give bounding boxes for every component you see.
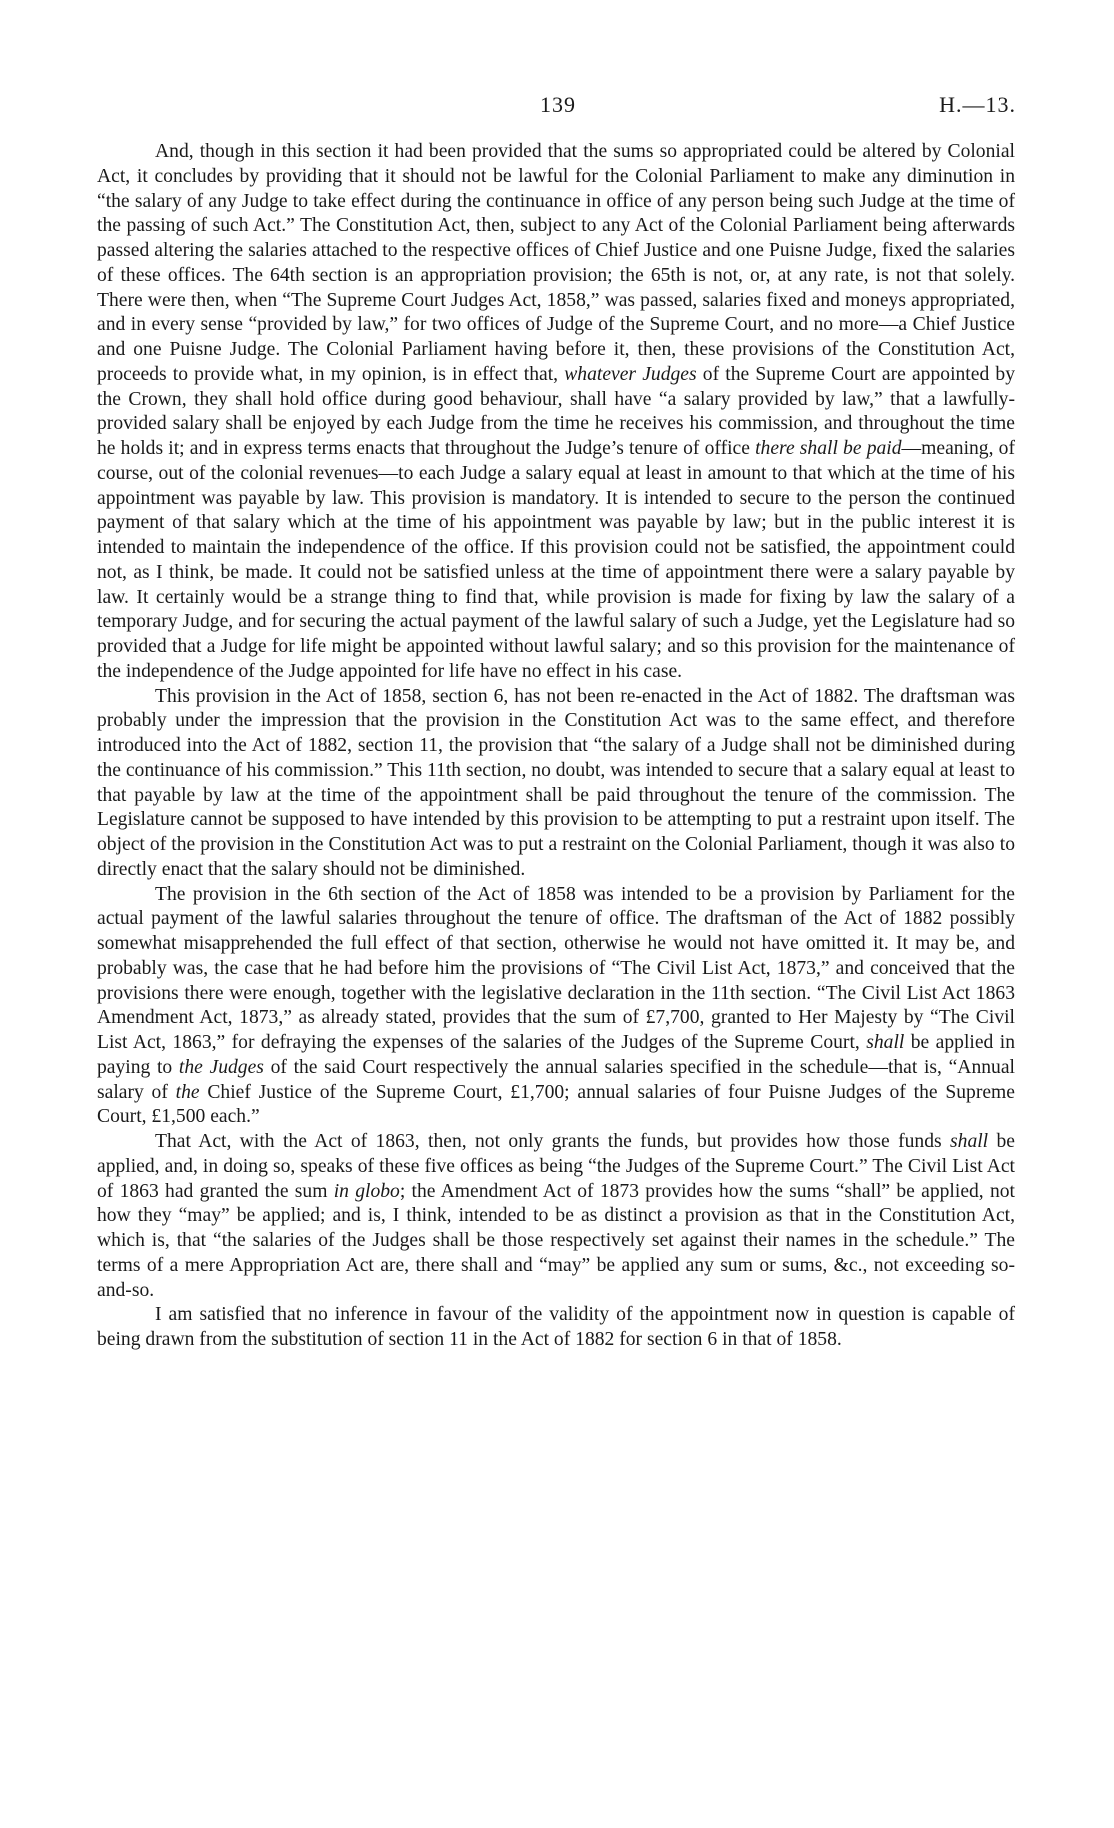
page-number: 139 (540, 92, 576, 117)
italic-text-run: the Judges (178, 1056, 264, 1078)
text-run: be applied in paying to (97, 1032, 1016, 1078)
text-run: The provision in the 6th section of the Act of 1858 was intended to be a provision by Parliament for the actual payment of the lawful salaries throughout the tenure of office. The draftsman of the Act of 1882 possibly somewhat misapprehended the full effect of that section, otherwise he would not have omitted it. It may be, and probably was, the case that he had before him the provisions of “The Civil List Act, 1873,” and conceived that the provisions there were enough, together with the legislative declaration in the 11th section. “The Civil List Act 1863 Amendment Act, 1873,” as already stated, provides that the sum of £7,700, granted to Her Majesty by “The Civil List Act, 1863,” for defraying the expenses of the salaries of the Judges of the Supreme Court, (97, 883, 1015, 1053)
paragraph (97, 685, 1015, 883)
paragraph (97, 1130, 1015, 1303)
italic-text-run: whatever Judges (564, 363, 697, 385)
page-header (0, 92, 1114, 122)
text-run: of the Supreme Court are appointed by the Crown, they shall hold office during good behaviour, shall have “a salary provided by law,” that a lawfully-provided salary shall be enjoyed by each Judge from the time he receives his commission, and throughout the time he holds it; and in express terms enacts that throughout the Judge’s tenure of office (97, 363, 1015, 459)
text-run: Chief Justice of the Supreme Court, £1,700; annual salaries of four Puisne Judges of the Supreme Court, £1,500 each.” (97, 1081, 1015, 1128)
paragraph (97, 883, 1015, 1131)
italic-text-run: in globo (333, 1180, 400, 1202)
paragraph (97, 140, 1015, 685)
italic-text-run: there shall be paid (755, 438, 902, 459)
text-run: of the said Court respectively the annual salaries specified in the schedule—that is, “Annual salary of (97, 1056, 1015, 1103)
italic-text-run: shall (950, 1131, 989, 1152)
text-run: That Act, with the Act of 1863, then, not only grants the funds, but provides how those funds (155, 1131, 951, 1152)
text-run: be applied, and, in doing so, speaks of these five offices as being “the Judges of the Supreme Court.” The Civil List Act of 1863 had granted the sum (97, 1131, 1015, 1202)
text-run: ; the Amendment Act of 1873 provides how the sums “shall” be applied, not how they “may” be applied; and is, I think, intended to be as distinct a provision as that in the Constitution Act, which is, that “the salaries of the Judges shall be those respectively set against their names in the schedule.” The terms of a mere Appropriation Act are, there shall and “may” be applied any sum or sums, &c., not exceeding so-and-so. (97, 1180, 1015, 1301)
document-reference: H.—13. (939, 92, 1016, 117)
italic-text-run: shall (866, 1032, 905, 1053)
text-run: I am satisfied that no inference in favour of the validity of the appointment now in question is capable of being drawn from the substitution of section 11 in the Act of 1882 for section 6 in that of 1858. (97, 1304, 1015, 1350)
italic-text-run: the (175, 1081, 200, 1103)
text-run: And, though in this section it had been provided that the sums so appropriated could be altered by Colonial Act, it concludes by providing that it should not be lawful for the Colonial Parliament to make any diminution in “the salary of any Judge to take effect during the continuance in office of any person being such Judge at the time of the passing of such Act.” The Constitution Act, then, subject to any Act of the Colonial Parliament being afterwards passed altering the salaries attached to the respective offices of Chief Justice and one Puisne Judge, fixed the salaries of these offices. The 64th section is an appropriation provision; the 65th is not, or, at any rate, is not that solely. There were then, when “The Supreme Court Judges Act, 1858,” was passed, salaries fixed and moneys appropriated, and in every sense “provided by law,” for two offices of Judge of the Supreme Court, and no more—a Chief Justice and one Puisne Judge. The Colonial Parliament having before it, then, these provisions of the Constitution Act, proceeds to provide what, in my opinion, is in effect that, (97, 141, 1015, 385)
text-run: This provision in the Act of 1858, section 6, has not been re-enacted in the Act of 1882. The draftsman was probably under the impression that the provision in the Constitution Act was to the same effect, and therefore introduced into the Act of 1882, section 11, the provision that “the salary of a Judge shall not be diminished during the continuance of his commission.” This 11th section, no doubt, was intended to secure that a salary equal at least to that payable by law at the time of the appointment shall be paid throughout the tenure of the commission. The Legislature cannot be supposed to have intended by this provision to be attempting to put a restraint upon itself. The object of the provision in the Constitution Act was to put a restraint on the Colonial Parliament, though it was also to directly enact that the salary should not be diminished. (97, 685, 1015, 880)
text-run: —meaning, of course, out of the colonial revenues—to each Judge a salary equal at least in amount to that which at the time of his appointment was payable by law. This provision is mandatory. It is intended to secure to the person the continued payment of that salary which at the time of his appointment was payable by law; but in the public interest it is intended to maintain the independence of the office. If this provision could not be satisfied, the appointment could not, as I think, be made. It could not be satisfied unless at the time of appointment there were a salary payable by law. It certainly would be a strange thing to find that, while provision is made for fixing by law the salary of a temporary Judge, and for securing the actual payment of the lawful salary of such a Judge, yet the Legislature had so provided that a Judge for life might be appointed without lawful salary; and so this provision for the maintenance of the independence of the Judge appointed for life have no effect in his case. (97, 438, 1015, 682)
paragraph (97, 1303, 1015, 1353)
body-text (97, 140, 1015, 1353)
